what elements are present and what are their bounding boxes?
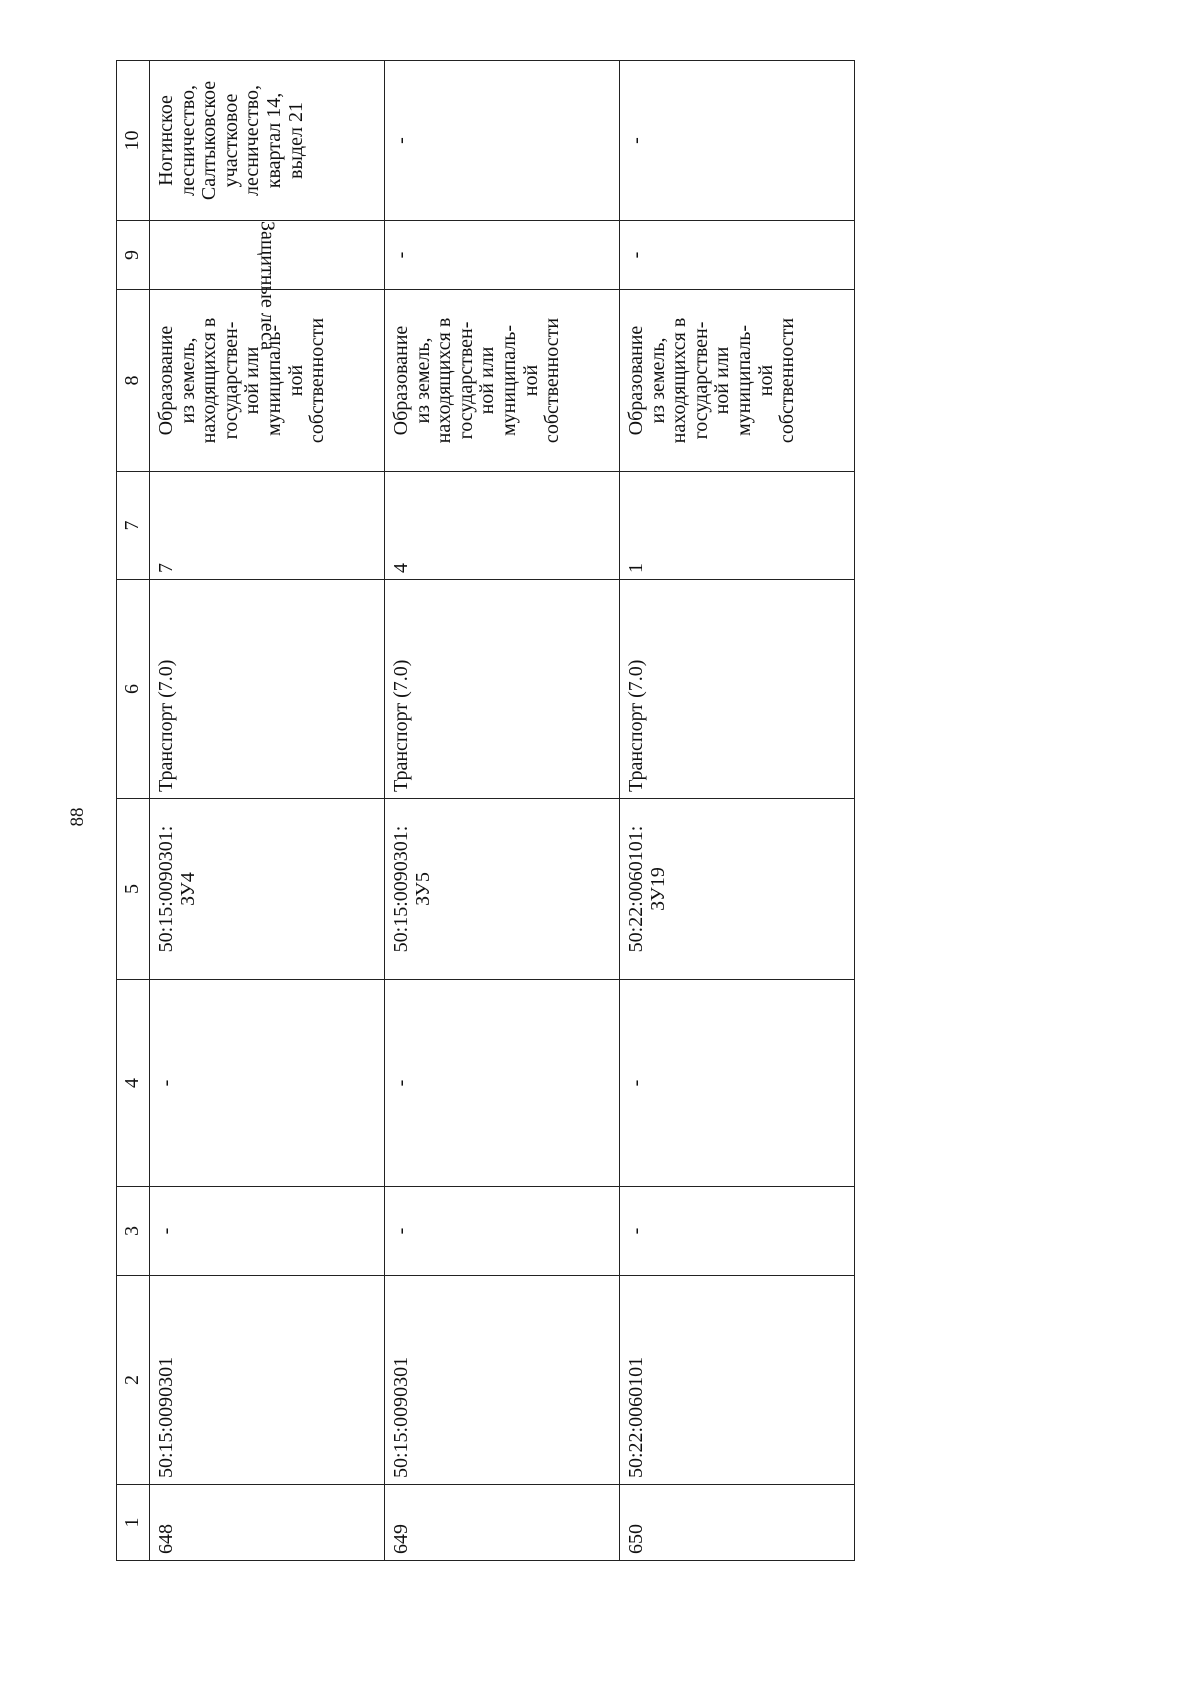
cell-col-4: - <box>620 980 855 1187</box>
permitted-use: Транспорт (7.0) <box>150 580 385 799</box>
plot-designation: 50:15:0090301: ЗУ4 <box>150 799 385 980</box>
cadastral-quarter: 50:15:0090301 <box>385 1276 620 1485</box>
permitted-use: Транспорт (7.0) <box>385 580 620 799</box>
forest-category: - <box>620 221 855 290</box>
forest-category: - <box>385 221 620 290</box>
header-col-10: 10 <box>117 61 150 221</box>
table-row <box>385 61 620 1561</box>
header-col-4: 4 <box>117 980 150 1187</box>
header-row <box>117 61 150 1561</box>
header-col-2: 2 <box>117 1276 150 1485</box>
header-col-8: 8 <box>117 290 150 472</box>
row-number: 650 <box>620 1485 855 1561</box>
table-row <box>620 61 855 1561</box>
rotated-table-wrapper <box>116 61 824 1561</box>
plot-designation: 50:22:0060101: ЗУ19 <box>620 799 855 980</box>
formation-method: Образование из земель, находящихся в государствен- ной или муниципаль- ной собственности <box>385 290 620 472</box>
cell-col-4: - <box>385 980 620 1187</box>
row-number: 648 <box>150 1485 385 1561</box>
cadastral-quarter: 50:22:0060101 <box>620 1276 855 1485</box>
formation-method: Образование из земель, находящихся в государствен- ной или муниципаль- ной собственности <box>150 290 385 472</box>
header-col-9: 9 <box>117 221 150 290</box>
land-plots-table <box>116 60 855 1561</box>
forestry-location: Ногинское лесничество, Салтыковское участковое лесничество, квартал 14, выдел 21 <box>150 61 385 221</box>
area-value: 7 <box>150 472 385 580</box>
area-value: 1 <box>620 472 855 580</box>
forest-category-cell <box>150 221 385 351</box>
forestry-location: - <box>620 61 855 221</box>
header-col-5: 5 <box>117 799 150 980</box>
permitted-use: Транспорт (7.0) <box>620 580 855 799</box>
forestry-location: - <box>385 61 620 221</box>
page-number: 88 <box>67 807 88 827</box>
table-row <box>150 61 385 1561</box>
formation-method: Образование из земель, находящихся в государствен- ной или муниципаль- ной собственности <box>620 290 855 472</box>
header-col-7: 7 <box>117 472 150 580</box>
header-col-3: 3 <box>117 1187 150 1276</box>
cadastral-quarter: 50:15:0090301 <box>150 1276 385 1485</box>
header-col-6: 6 <box>117 580 150 799</box>
cell-col-3: - <box>620 1187 855 1276</box>
forest-category: Защитные леса <box>256 221 279 351</box>
cell-col-3: - <box>385 1187 620 1276</box>
cell-col-4: - <box>150 980 385 1187</box>
cell-col-3: - <box>150 1187 385 1276</box>
header-col-1: 1 <box>117 1485 150 1561</box>
area-value: 4 <box>385 472 620 580</box>
row-number: 649 <box>385 1485 620 1561</box>
plot-designation: 50:15:0090301: ЗУ5 <box>385 799 620 980</box>
